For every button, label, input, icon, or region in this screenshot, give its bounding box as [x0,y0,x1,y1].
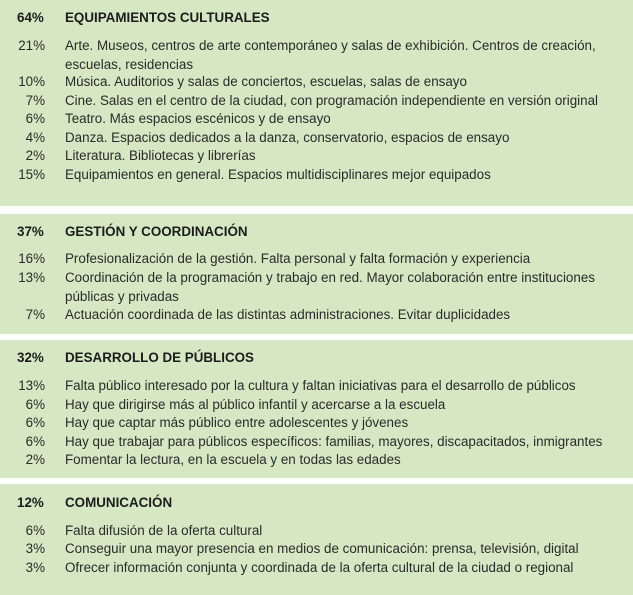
item-percent: 7% [25,93,45,108]
item-percent: 16% [18,251,45,266]
item-percent: 6% [25,434,45,449]
section-title: EQUIPAMIENTOS CULTURALES [65,10,270,25]
item-percent: 6% [25,111,45,126]
item-percent: 6% [25,523,45,538]
item-percent: 3% [25,541,45,556]
item-text: Profesionalización de la gestión. Falta personal y falta formación y experiencia [65,251,531,266]
item-text: Literatura. Bibliotecas y librerías [65,148,256,163]
section-header [0,9,633,27]
item-text: Fomentar la lectura, en la escuela y en todas las edades [65,452,401,467]
item-text: Música. Auditorios y salas de conciertos, escuelas, salas de ensayo [65,74,467,89]
section-desarrollo [0,340,633,478]
item-text: Actuación coordinada de las distintas administraciones. Evitar duplicidades [65,307,511,322]
section-title: DESARROLLO DE PÚBLICOS [65,350,254,365]
item-percent: 6% [25,415,45,430]
section-comunicacion [0,484,633,595]
item-percent: 6% [25,397,45,412]
item-percent: 7% [25,307,45,322]
item-percent: 2% [25,148,45,163]
item-percent: 10% [18,74,45,89]
item-text: Hay que dirigirse más al público infantil y acercarse a la escuela [65,397,446,412]
item-percent: 3% [25,560,45,575]
item-text: Arte. Museos, centros de arte contemporáneo y salas de exhibición. Centros de creación, escuelas, residencias [65,38,596,72]
section-equipamientos [0,0,633,206]
item-text: Falta público interesado por la cultura y faltan iniciativas para el desarrollo de públicos [65,378,576,393]
item-percent: 15% [18,167,45,182]
item-text: Falta difusión de la oferta cultural [65,523,263,538]
item-text: Hay que trabajar para públicos específicos: familias, mayores, discapacitados, inmigrantes [65,434,603,449]
item-text: Teatro. Más espacios escénicos y de ensayo [65,111,331,126]
item-percent: 21% [18,38,45,53]
section-percent: 37% [17,224,44,239]
section-title: COMUNICACIÓN [65,495,173,510]
item-text: Cine. Salas en el centro de la ciudad, con programación independiente en versión original [65,93,598,108]
item-text: Ofrecer información conjunta y coordinada de la oferta cultural de la ciudad o regional [65,560,574,575]
section-header [0,349,633,367]
section-header [0,494,633,512]
item-percent: 13% [18,378,45,393]
section-header [0,223,633,241]
item-text: Coordinación de la programación y trabajo en red. Mayor colaboración entre instituciones públicas y privadas [65,270,595,304]
item-text: Danza. Espacios dedicados a la danza, conservatorio, espacios de ensayo [65,130,510,145]
section-percent: 12% [17,495,44,510]
item-text: Equipamientos en general. Espacios multidisciplinares mejor equipados [65,167,491,182]
item-text: Hay que captar más público entre adolescentes y jóvenes [65,415,409,430]
item-percent: 4% [25,130,45,145]
item-percent: 13% [18,270,45,285]
item-percent: 2% [25,452,45,467]
section-title: GESTIÓN Y COORDINACIÓN [65,224,248,239]
section-percent: 64% [17,10,44,25]
section-gestion [0,214,633,334]
section-percent: 32% [17,350,44,365]
item-text: Conseguir una mayor presencia en medios de comunicación: prensa, televisión, digital [65,541,579,556]
